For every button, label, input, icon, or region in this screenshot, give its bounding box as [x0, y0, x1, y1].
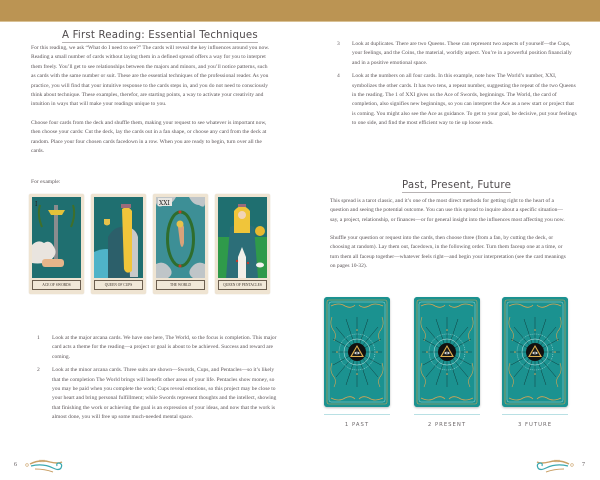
ace-of-swords-art [32, 197, 81, 278]
step-number: 4 [337, 73, 340, 80]
all-seeing-eye-icon [502, 297, 568, 407]
left-page [0, 22, 300, 480]
past-present-future-spread [300, 297, 600, 447]
instructions-paragraph: Choose four cards from the deck and shuffle them, making your request to see whatever is important now, then choose your cards: Cut the deck, lay the cards out in a fan shape, or choose any card from the deck at random. Place your four chosen cards facedown in a row. When you are ready to begin, turn over all the cards. [31, 120, 267, 155]
intro-paragraph: For this reading, we ask “What do I need to see?” The cards will reveal the key influences around you now. Reading a small number of cards without laying them in a defined spread offers a way for you to interpret them freely. You’ll get to see relationships between the majors and minors, and you’ll notice patterns, such as cards with the same number or suit. These are the essential techniques of the professional reader. As you practice, you will find that your intuitive response to the cards steps in, and you do not need to consciously think about technique. These examples, therefor, are starting points, a way to activate your creativity and intuition in ways that will make your readings unique to you. [31, 45, 270, 108]
all-seeing-eye-icon [324, 297, 390, 407]
card-caption: QUEEN OF PENTACLES [218, 280, 267, 290]
step-item [337, 40, 577, 68]
step-text: Look at the minor arcana cards. Three suits are shown—Swords, Cups, and Pentacles—so it’s likely that the completion The World brings will benefit other areas of your life. Pentacles show money, so you may be paid when you complete the work; Cups reveal emotions, so this project may be close to your heart and bring personal fulfillment; while Swords represent thoughts and the intellect, showing that finishing the work or achieving the goal is an expression of your ideas, and now that the work is almost done, you will free up some much-needed mental space. [52, 367, 277, 421]
step-item [337, 72, 577, 128]
swirl-ornament-icon [25, 458, 67, 474]
step-item [37, 334, 277, 362]
position-label: 2 PRESENT [427, 422, 467, 428]
swirl-ornament-icon [532, 458, 574, 474]
queen-of-pentacles-art [218, 197, 267, 278]
page-title: A First Reading: Essential Techniques [62, 30, 258, 41]
position-label: 3 FUTURE [517, 422, 553, 428]
divider-line [414, 414, 480, 415]
step-number: 3 [337, 41, 340, 47]
header-bar [0, 0, 600, 22]
section-title: Past, Present, Future [402, 180, 512, 191]
card-caption: THE WORLD [156, 280, 205, 290]
card-back-past [324, 297, 390, 407]
steps-list [37, 334, 277, 427]
step-number: 1 [37, 335, 40, 341]
tarot-card-the-world [153, 194, 208, 294]
divider-line [324, 414, 390, 415]
spread-instructions-paragraph: Shuffle your question or request into the cards, then choose three (from a fan, by cutting the deck, or choosing at random). Lay them out, facedown, in the following order. Turn them faceup one at a time, or turn them all faceup together—whatever feels right—and begin your interpretation (see the card meanings on pages 10-32). [330, 235, 566, 270]
divider-line [502, 414, 568, 415]
card-back-future [502, 297, 568, 407]
step-item [37, 366, 277, 422]
page-number: 6 [14, 462, 17, 468]
tarot-card-queen-of-cups [91, 194, 146, 294]
step-text: Look at the major arcana cards. We have one here, The World, so the focus is completion. This major card acts a theme for the reading—a project or goal is about to be achieved. Success and reward are coming. [52, 335, 277, 360]
step-number: 2 [37, 367, 40, 374]
card-caption: QUEEN OF CUPS [94, 280, 143, 290]
tarot-card-queen-of-pentacles [215, 194, 270, 294]
queen-of-cups-art [94, 197, 143, 278]
example-label: For example: [31, 179, 61, 185]
all-seeing-eye-icon [414, 297, 480, 407]
the-world-art [156, 197, 205, 278]
card-caption: ACE OF SWORDS [32, 280, 81, 290]
page-number: 7 [582, 462, 585, 468]
svg-text:I: I [35, 201, 38, 208]
spread-intro-paragraph: This spread is a tarot classic, and it’s one of the most direct methods for getting right to the heart of a question and seeing the potential outcome. You can use this spread to inquire about a specific situation—say, a project, relationship, or finances—or for general insight into the influences most affecting you now. [330, 198, 565, 223]
step-text: Look at the numbers on all four cards. In this example, note how The World’s number, XXI, symbolizes the other cards. It has two tens, a repeat number, suggesting the repeat of the two Queens in the reading. The 1 of XXI gives us the Ace of Swords, beginnings. The World, the card of completion, also signifies new beginnings, so you can interpret the Ace as a new start or project that is coming. You might also see the Ace as guidance. To get to your goal, be decisive, put your feelings to one side, and find the most efficient way to tie up loose ends. [352, 73, 577, 127]
right-page [300, 22, 600, 480]
position-label: 1 PAST [344, 422, 370, 428]
card-back-present [414, 297, 480, 407]
steps-list-continued [337, 40, 577, 133]
example-cards [29, 194, 269, 294]
svg-text:XXI: XXI [159, 200, 170, 207]
tarot-card-ace-of-swords [29, 194, 84, 294]
step-text: Look at duplicates. There are two Queens. These can represent two aspects of yourself—the Cups, your feelings, and the Coins, the material, worldly aspect. You’re in a powerful position financially and in a positive emotional space. [352, 41, 572, 66]
